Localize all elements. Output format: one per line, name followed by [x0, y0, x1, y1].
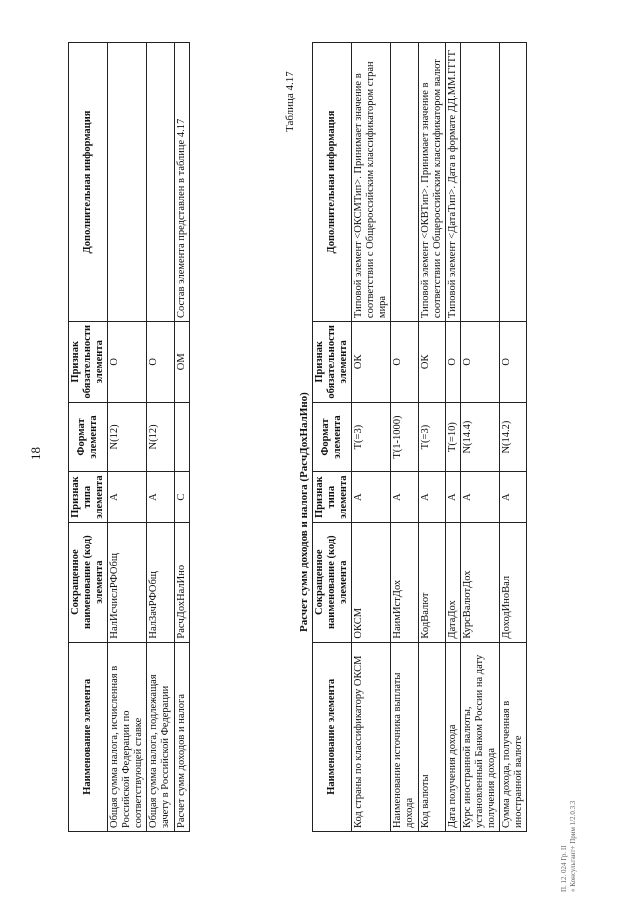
cell-info: Типовой элемент <ОКВТип>. Принимает значение в соответствии с Общероссийским классификатором валют	[418, 43, 445, 322]
header-cell: Признак типа элемента	[313, 472, 352, 522]
table-row	[108, 43, 147, 832]
cell-required: О	[460, 322, 499, 403]
cell-required: О	[147, 322, 174, 403]
cell-code: ДатаДох	[445, 522, 460, 642]
cell-info: Состав элемента представлен в таблице 4.17	[174, 43, 189, 322]
cell-required: О	[499, 322, 526, 403]
cell-code: НалИсчислРФОбщ	[108, 522, 147, 642]
cell-code: ОКСМ	[352, 522, 391, 642]
table-row	[499, 43, 526, 832]
table-header-row	[313, 43, 352, 832]
table-row	[147, 43, 174, 832]
footer-note	[560, 801, 578, 892]
cell-code: КодВалют	[418, 522, 445, 642]
table-row	[391, 43, 418, 832]
cell-name: Дата получения дохода	[445, 642, 460, 831]
header-cell: Наименование элемента	[69, 642, 108, 831]
cell-type: А	[445, 472, 460, 522]
cell-required: ОК	[418, 322, 445, 403]
table-title: Расчет сумм доходов и налога (РасчДохНалИно)	[298, 392, 310, 632]
cell-required: О	[445, 322, 460, 403]
cell-info: Типовой элемент <ОКСМТип>. Принимает значение в соответствии с Общероссийским классификатором стран мира	[352, 43, 391, 322]
cell-type: С	[174, 472, 189, 522]
cell-name: Общая сумма налога, подлежащая зачету в Российской Федерации	[147, 642, 174, 831]
cell-name: Курс иностранной валюты, установленный Банком России на дату получения дохода	[460, 642, 499, 831]
cell-code: КурсВалютДох	[460, 522, 499, 642]
cell-required: О	[108, 322, 147, 403]
table-row	[460, 43, 499, 832]
cell-name: Общая сумма налога, исчисленная в Российской Федерации по соответствующей ставке	[108, 642, 147, 831]
table-row	[445, 43, 460, 832]
table-row	[174, 43, 189, 832]
cell-info	[108, 43, 147, 322]
cell-name: Наименование источника выплаты дохода	[391, 642, 418, 831]
table-row	[352, 43, 391, 832]
header-cell: Дополнительная информация	[69, 43, 108, 322]
cell-required: ОК	[352, 322, 391, 403]
cell-format: T(=3)	[418, 402, 445, 472]
cell-code: НаимИстДох	[391, 522, 418, 642]
cell-name: Расчет сумм доходов и налога	[174, 642, 189, 831]
header-cell: Признак обязательности элемента	[313, 322, 352, 403]
cell-format: T(=3)	[352, 402, 391, 472]
cell-format	[174, 402, 189, 472]
cell-format: N(14.4)	[460, 402, 499, 472]
cell-info	[499, 43, 526, 322]
cell-required: ОМ	[174, 322, 189, 403]
cell-info	[391, 43, 418, 322]
rotated-page	[20, 12, 620, 892]
header-cell: Наименование элемента	[313, 642, 352, 831]
cell-format: N(12)	[147, 402, 174, 472]
footer-line: П. 12. 024 Гр. II	[560, 845, 568, 892]
cell-name: Код валюты	[418, 642, 445, 831]
cell-format: T(1-1000)	[391, 402, 418, 472]
cell-type: А	[352, 472, 391, 522]
cell-info: Типовой элемент <ДатаТип>. Дата в формате ДД.ММ.ГГГГ	[445, 43, 460, 322]
cell-type: А	[108, 472, 147, 522]
header-cell: Дополнительная информация	[313, 43, 352, 322]
header-cell: Формат элемента	[313, 402, 352, 472]
cell-format: N(14.2)	[499, 402, 526, 472]
cell-type: А	[460, 472, 499, 522]
cell-info	[147, 43, 174, 322]
header-cell: Сокращенное наименование (код) элемента	[69, 522, 108, 642]
cell-format: T(=10)	[445, 402, 460, 472]
cell-code: ДоходИноВал	[499, 522, 526, 642]
cell-code: РасчДохНалИно	[174, 522, 189, 642]
header-cell: Признак обязательности элемента	[69, 322, 108, 403]
cell-name: Код страны по классификатору ОКСМ	[352, 642, 391, 831]
cell-type: А	[391, 472, 418, 522]
cell-required: О	[391, 322, 418, 403]
header-cell: Сокращенное наименование (код) элемента	[313, 522, 352, 642]
cell-type: А	[418, 472, 445, 522]
cell-name: Сумма дохода, полученная в иностранной валюте	[499, 642, 526, 831]
table-header-row	[69, 43, 108, 832]
table-elements-1	[68, 42, 190, 832]
table-label: Таблица 4.17	[284, 71, 296, 132]
table-row	[418, 43, 445, 832]
cell-code: НалЗачРФОбщ	[147, 522, 174, 642]
table-elements-2	[312, 42, 527, 832]
cell-type: А	[147, 472, 174, 522]
header-cell: Признак типа элемента	[69, 472, 108, 522]
page-number: 18	[28, 447, 43, 460]
cell-info	[460, 43, 499, 322]
footer-line: « Консультант+ Прим 1/2.0.3.3	[569, 800, 578, 892]
header-cell: Формат элемента	[69, 402, 108, 472]
cell-format: N(12)	[108, 402, 147, 472]
cell-type: А	[499, 472, 526, 522]
